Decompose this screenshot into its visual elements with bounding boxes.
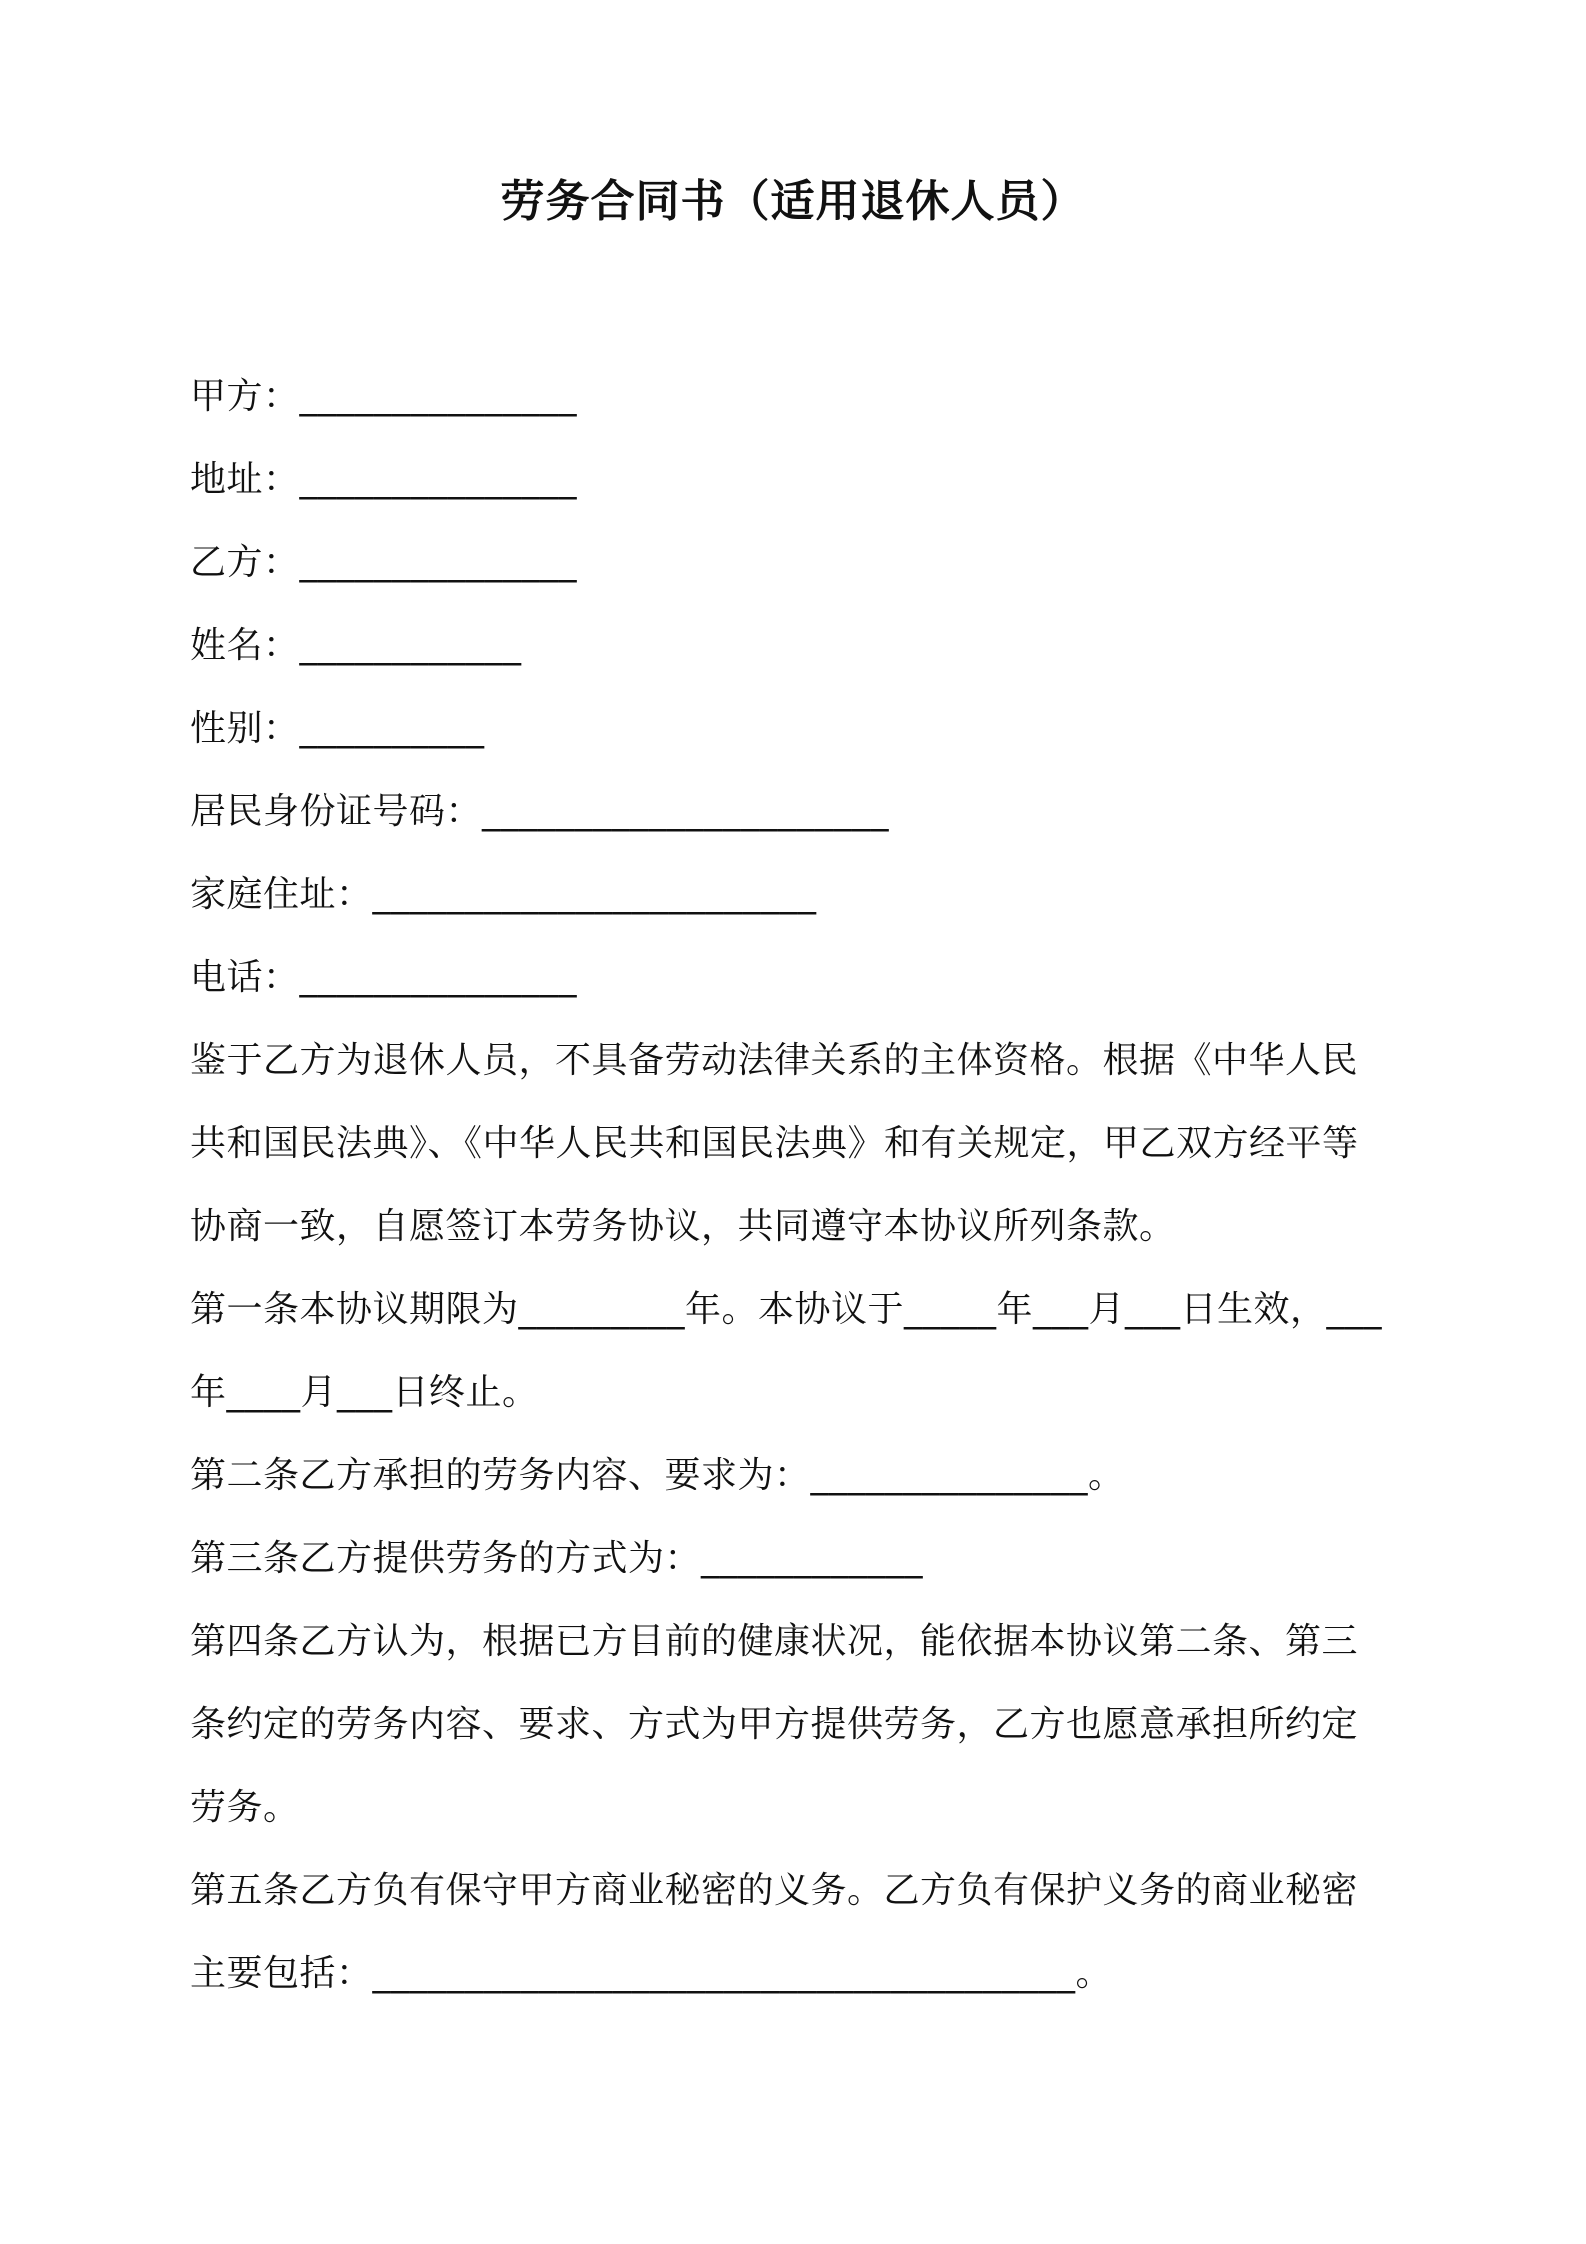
article-4-line-3: 劳务。 — [190, 1787, 300, 1828]
name-line: 姓名：____________ — [190, 625, 522, 666]
preamble-line-1: 鉴于乙方为退休人员，不具备劳动法律关系的主体资格。根据《中华人民 — [190, 1040, 1359, 1081]
document-title: 劳务合同书（适用退休人员） — [500, 176, 1086, 227]
gender-line: 性别：__________ — [190, 708, 485, 749]
article-5-line-2: 主要包括：______________________________________。 — [190, 1953, 1113, 1994]
article-1-line-1: 第一条本协议期限为_________年。本协议于_____年___月___日生效，___ — [190, 1289, 1383, 1330]
preamble-line-2: 共和国民法典》、《中华人民共和国民法典》和有关规定，甲乙双方经平等 — [190, 1123, 1359, 1164]
article-5-line-1: 第五条乙方负有保守甲方商业秘密的义务。乙方负有保护义务的商业秘密 — [190, 1870, 1359, 1911]
article-3-line: 第三条乙方提供劳务的方式为：____________ — [190, 1538, 924, 1579]
home-address-line: 家庭住址：________________________ — [190, 874, 817, 915]
preamble-line-3: 协商一致，自愿签订本劳务协议，共同遵守本协议所列条款。 — [190, 1206, 1176, 1247]
article-1-line-2: 年____月___日终止。 — [190, 1372, 539, 1413]
article-2-line: 第二条乙方承担的劳务内容、要求为：_______________。 — [190, 1455, 1125, 1496]
article-4-line-1: 第四条乙方认为，根据已方目前的健康状况，能依据本协议第二条、第三 — [190, 1621, 1359, 1662]
party-b-line: 乙方：_______________ — [190, 542, 578, 583]
party-a-line: 甲方：_______________ — [190, 376, 578, 417]
id-number-line: 居民身份证号码：______________________ — [190, 791, 890, 832]
address-line: 地址：_______________ — [190, 459, 578, 500]
phone-line: 电话：_______________ — [190, 957, 578, 998]
article-4-line-2: 条约定的劳务内容、要求、方式为甲方提供劳务，乙方也愿意承担所约定 — [190, 1704, 1359, 1745]
